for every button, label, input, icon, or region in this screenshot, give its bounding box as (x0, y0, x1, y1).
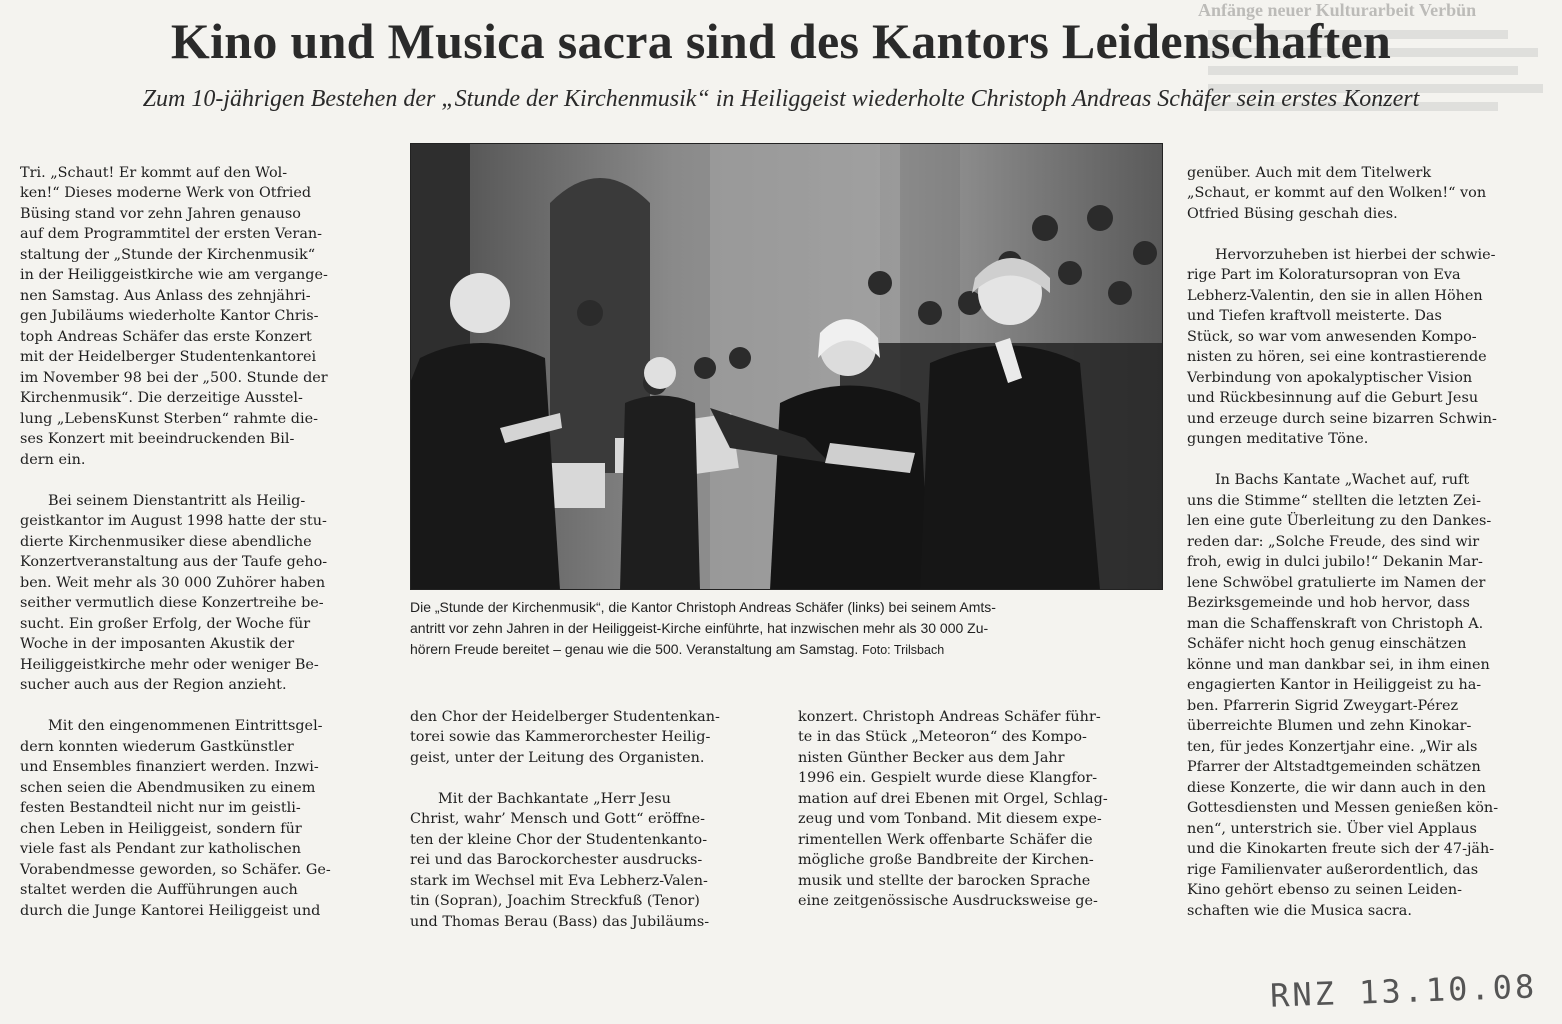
article-column-1 (20, 142, 388, 942)
caption-text: Die „Stunde der Kirchenmusik“, die Kantor Christoph Andreas Schäfer (links) bei seinem Amts- antritt vor zehn Jahren in der Heiliggeist-Kirche einführte, hat inzwischen mehr als 30 000 Zu- hörern Freude bereitet – genau wie die 500. Veranstaltung am Samstag. (410, 599, 996, 657)
paragraph: konzert. Christoph Andreas Schäfer führ- te in das Stück „Meteoron“ des Kompo- nisten Günther Becker aus dem Jahr 1996 ein. Gespielt wurde diese Klangfor- mation auf drei Ebenen mit Orgel, Schlag- zeug und vom Tonband. Mit diesem expe- rimentellen Werk offenbarte Schäfer die mögliche große Bandbreite der Kirchen- musik und stellte der barocken Sprache eine zeitgenössische Ausdrucksweise ge- (798, 708, 1108, 909)
photo-credit: Foto: Trilsbach (862, 643, 945, 657)
article-column-3 (798, 686, 1164, 932)
article-subheadline: Zum 10-jährigen Bestehen der „Stunde der Kirchenmusik“ in Heiliggeist wiederholte Christoph Andreas Schäfer sein erstes Konzert (142, 86, 1420, 112)
article-headline: Kino und Musica sacra sind des Kantors Leidenschaften (170, 13, 1392, 69)
article-column-4 (1187, 142, 1553, 942)
article-column-2 (410, 686, 774, 953)
paragraph: den Chor der Heidelberger Studentenkan- torei sowie das Kammerorchester Heilig- geist, unter der Leitung des Organisten. (410, 708, 720, 766)
paragraph: Tri. „Schaut! Er kommt auf den Wol- ken!“ Dieses moderne Werk von Otfried Büsing stand vor zehn Jahren genauso auf dem Programmtitel der ersten Veran- staltung der „Stunde der Kirchenmusik“ in der Heiliggeistkirche wie am vergange- nen Samstag. Aus Anlass des zehnjähri- gen Jubiläums wiederholte Kantor Chris- toph Andreas Schäfer das erste Konzert mit der Heidelberger Studentenkantorei im November 98 bei der „500. Stunde der Kirchenmusik“. Die derzeitige Ausstel- lung „LebensKunst Sterben“ rahmte die- ses Konzert mit beeindruckenden Bil- dern ein. (20, 164, 328, 468)
paragraph: In Bachs Kantate „Wachet auf, ruft uns die Stimme“ stellten die letzten Zei- len eine gute Überleitung zu den Dankes- reden dar: „Solche Freude, des sind wir froh, ewig in dulci jubilo!“ Dekanin Mar- lene Schwöbel gratulierte im Namen der Bezirksgemeinde und hob hervor, dass man die Schaffenskraft von Christoph A. Schäfer nicht hoch genug einschätzen könne und man dankbar sei, in ihm einen engagierten Kantor in Heiliggeist zu ha- ben. Pfarrerin Sigrid Zweygart-Pérez überreichte Blumen und zehn Kinokar- ten, für jedes Konzertjahr eine. „Wir als Pfarrer der Altstadtgemeinden schätzen diese Konzerte, die wir dann auch in den Gottesdiensten und Messen genießen kön- nen“, unterstrich sie. Über viel Applaus und die Kinokarten freute sich der 47-jäh- rige Familienvater außerordentlich, das Kino gehört ebenso zu seinen Leiden- schaften wie die Musica sacra. (1187, 472, 1499, 919)
paragraph: Mit den eingenommenen Eintrittsgel- dern konnten wiederum Gastkünstler und Ensembles finanziert werden. Inzwi- schen seien die Abendmusiken zu einem festen Bestandteil nicht nur im geistli- chen Leben in Heiliggeist, sondern für viele fast als Pendant zur katholischen Vorabendmesse geworden, so Schäfer. Ge- staltet werden die Aufführungen auch durch die Junge Kantorei Heiliggeist und (20, 718, 331, 919)
handwritten-source-date: RNZ 13.10.08 (1269, 967, 1538, 1015)
photo-caption (410, 597, 1166, 661)
paragraph: Mit der Bachkantate „Herr Jesu Christ, wahr’ Mensch und Gott“ eröffne- ten der kleine Chor der Studentenkanto- rei und das Barockorchester ausdrucks- stark im Wechsel mit Eva Lebherz-Valen- tin (Sopran), Joachim Streckfuß (Tenor) und Thomas Berau (Bass) das Jubiläums- (410, 790, 710, 930)
paragraph: Bei seinem Dienstantritt als Heilig- geistkantor im August 1998 hatte der stu- dierte Kirchenmusiker diese abendliche Konzertveranstaltung aus der Taufe geho- ben. Weit mehr als 30 000 Zuhörer haben seither vermutlich diese Konzertreihe be- sucht. Ein großer Erfolg, der Woche für Woche in der imposanten Akustik der Heiliggeistkirche mehr oder weniger Be- sucher auch aus der Region anzieht. (20, 492, 328, 693)
neighbor-article-headline: Anfänge neuer Kulturarbeit Verbün (1198, 0, 1477, 20)
paragraph: genüber. Auch mit dem Titelwerk „Schaut, er kommt auf den Wolken!“ von Otfried Büsing geschah dies. (1187, 164, 1487, 222)
paragraph: Hervorzuheben ist hierbei der schwie- rige Part im Koloratursopran von Eva Lebherz-Valentin, den sie in allen Höhen und Tiefen kraftvoll meisterte. Das Stück, so war vom anwesenden Kompo- nisten zu hören, sei eine kontrastierende Verbindung von apokalyptischer Vision und Rückbesinnung auf die Geburt Jesu und erzeuge durch seine bizarren Schwin- gungen meditative Töne. (1187, 246, 1497, 447)
concert-photo (410, 143, 1163, 590)
